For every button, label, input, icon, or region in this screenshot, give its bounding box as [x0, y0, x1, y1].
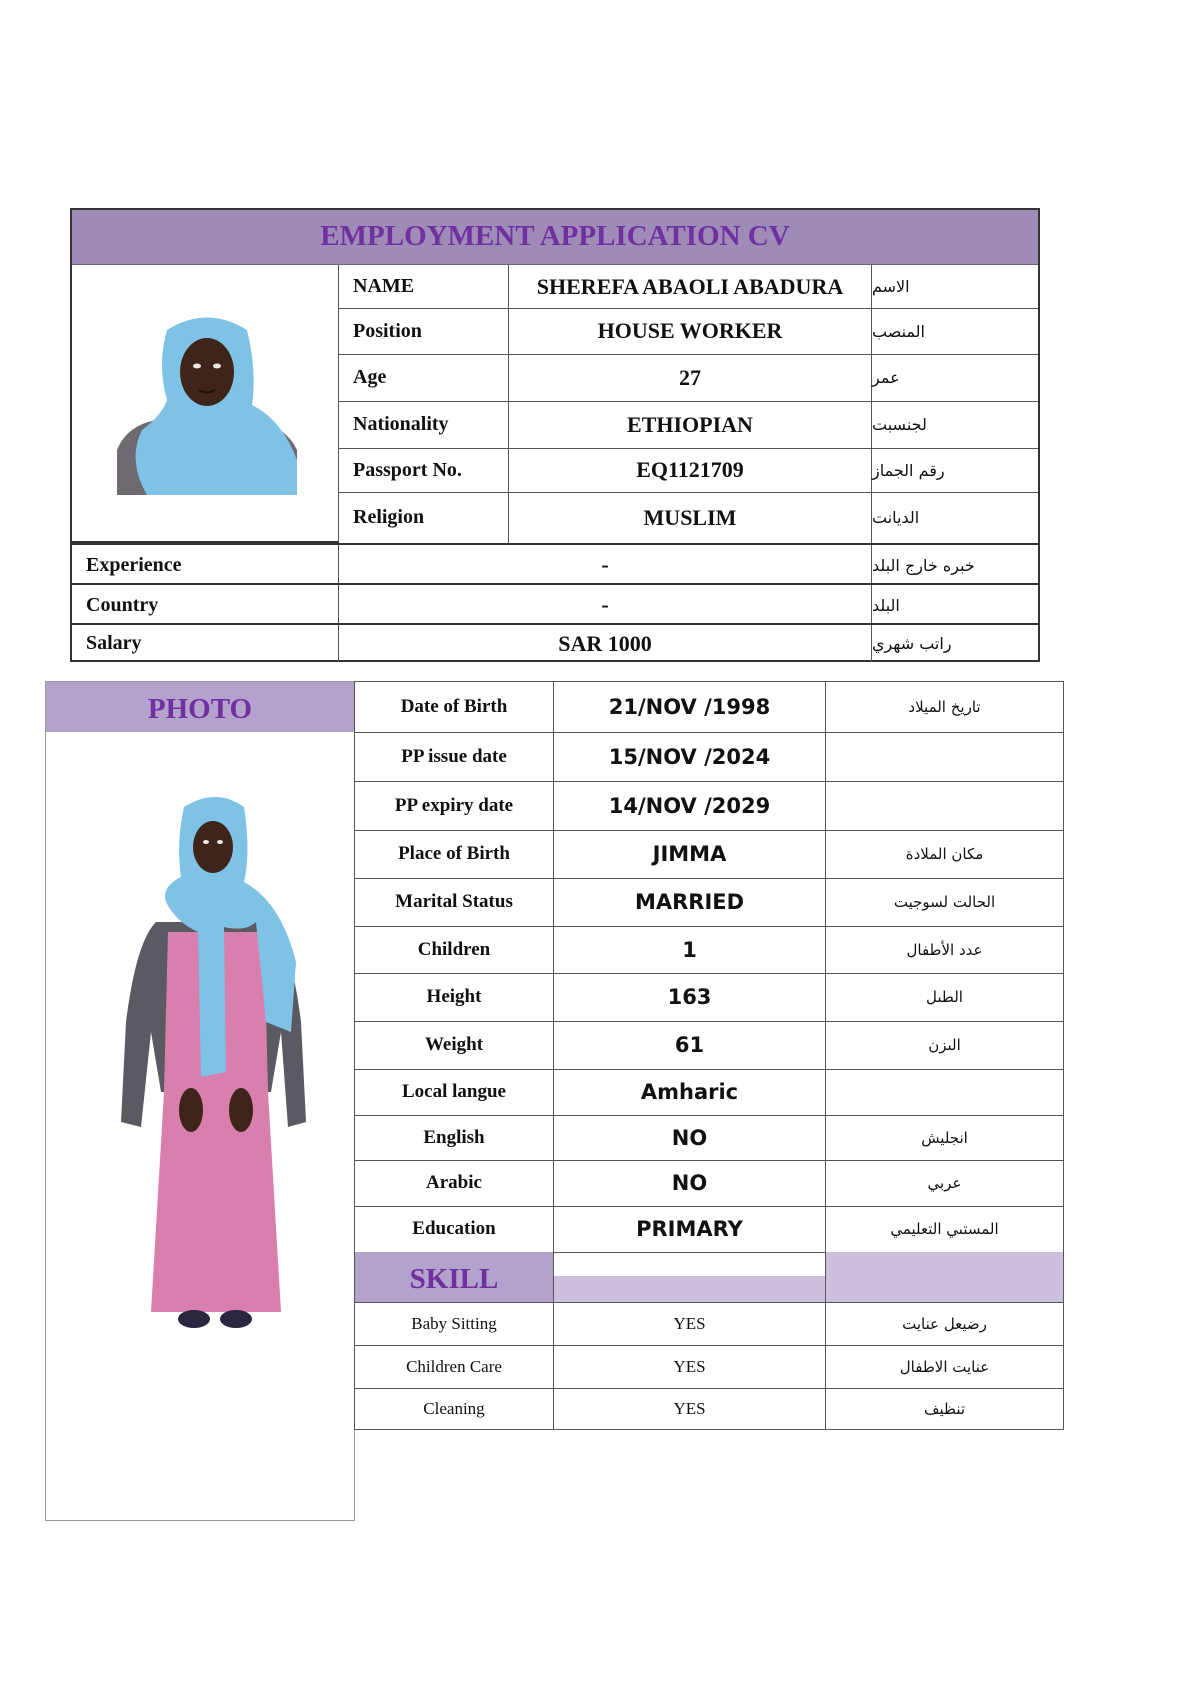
row-height	[355, 973, 1063, 1022]
row-value: 1	[554, 926, 826, 973]
row-arabic-label: الاسم	[872, 277, 910, 296]
row-label: Position	[339, 308, 509, 354]
skill-value: YES	[554, 1302, 826, 1345]
skill-value: YES	[554, 1388, 826, 1429]
row-arabic-label: عمر	[872, 368, 900, 387]
row-label: Local langue	[355, 1069, 554, 1115]
row-children	[355, 926, 1063, 974]
row-value: PRIMARY	[554, 1206, 826, 1252]
row-value: SAR 1000	[339, 625, 872, 662]
row-label: Experience	[72, 545, 339, 585]
full-body-photo	[106, 792, 326, 1352]
row-arabic-label: الىزن	[928, 1036, 961, 1054]
row-label: NAME	[339, 265, 509, 308]
row-passport	[339, 448, 1038, 493]
row-label: Education	[355, 1206, 554, 1252]
row-value: ETHIOPIAN	[509, 401, 872, 448]
full-body-photo-panel	[45, 681, 355, 1521]
row-skill-baby-sitting	[355, 1302, 1063, 1346]
row-arabic-label: مكان الملادة	[905, 845, 984, 863]
details-table	[354, 681, 1064, 1430]
row-value: HOUSE WORKER	[509, 308, 872, 354]
row-label: Arabic	[355, 1160, 554, 1206]
row-value: NO	[554, 1160, 826, 1206]
row-value: -	[339, 545, 872, 585]
row-name	[339, 265, 1038, 309]
row-education	[355, 1206, 1063, 1253]
row-arabic-label: رقم الجماز	[872, 460, 945, 480]
row-country	[72, 583, 1038, 625]
portrait-photo-cell	[72, 265, 339, 543]
skill-label: Cleaning	[355, 1388, 554, 1429]
skill-heading: SKILL	[355, 1252, 554, 1302]
row-value: 21/NOV /1998	[554, 682, 826, 732]
row-value: JIMMA	[554, 830, 826, 878]
row-label: Passport No.	[339, 448, 509, 492]
row-value: SHEREFA ABAOLI ABADURA	[509, 265, 872, 308]
skill-label: Children Care	[355, 1345, 554, 1388]
row-label: Age	[339, 354, 509, 401]
skill-label: Baby Sitting	[355, 1302, 554, 1345]
row-skill-cleaning	[355, 1388, 1063, 1429]
row-value: 15/NOV /2024	[554, 732, 826, 781]
cv-header-table	[70, 208, 1040, 662]
row-arabic-label: الحالت لسوجيت	[893, 893, 996, 911]
photo-heading: PHOTO	[46, 682, 354, 732]
row-label: Weight	[355, 1021, 554, 1069]
skill-arabic-label: رضيعل عنايت	[902, 1314, 987, 1333]
row-label: Salary	[72, 625, 339, 662]
row-pp-issue-date	[355, 732, 1063, 782]
row-position	[339, 308, 1038, 355]
row-arabic-label: عدد الأطفال	[906, 940, 983, 959]
skill-arabic-label: عنايت الاطفال	[899, 1357, 990, 1376]
row-label: Place of Birth	[355, 830, 554, 878]
row-age	[339, 354, 1038, 402]
row-experience	[72, 543, 1038, 585]
skill-header-row	[355, 1252, 1063, 1303]
row-arabic-label	[826, 781, 1063, 830]
row-label: Marital Status	[355, 878, 554, 926]
row-weight	[355, 1021, 1063, 1070]
row-arabic-label: لجنسبت	[872, 415, 927, 434]
skill-header-middle	[554, 1252, 826, 1302]
row-value: MUSLIM	[509, 492, 872, 543]
row-arabic-label: تاريخ الميلاد	[908, 698, 981, 716]
row-value: 14/NOV /2029	[554, 781, 826, 830]
row-value: EQ1121709	[509, 448, 872, 492]
row-arabic-label	[826, 732, 1063, 781]
row-arabic-label: عربي	[927, 1174, 962, 1192]
row-arabic-label: راتب شهري	[872, 634, 952, 653]
row-skill-children-care	[355, 1345, 1063, 1389]
row-date-of-birth	[355, 682, 1063, 733]
row-label: Nationality	[339, 401, 509, 448]
row-label: Date of Birth	[355, 682, 554, 732]
row-label: Religion	[339, 492, 509, 543]
row-label: PP issue date	[355, 732, 554, 781]
skill-arabic-label: تنظيف	[923, 1399, 966, 1418]
row-value: 163	[554, 973, 826, 1021]
skill-value: YES	[554, 1345, 826, 1388]
cv-title: EMPLOYMENT APPLICATION CV	[72, 210, 1038, 265]
row-english	[355, 1115, 1063, 1161]
skill-header-right	[826, 1252, 1063, 1302]
row-label: Country	[72, 585, 339, 625]
row-arabic-label: البلد	[872, 595, 900, 615]
row-value: 61	[554, 1021, 826, 1069]
row-pp-expiry-date	[355, 781, 1063, 831]
row-value: -	[339, 585, 872, 625]
row-value: 27	[509, 354, 872, 401]
row-arabic-label: الديانت	[872, 508, 920, 527]
row-value: NO	[554, 1115, 826, 1160]
row-salary	[72, 623, 1038, 662]
row-arabic-label: المنصب	[872, 321, 925, 341]
row-arabic-label: خبره خارج البلد	[872, 555, 975, 575]
row-value: MARRIED	[554, 878, 826, 926]
row-label: English	[355, 1115, 554, 1160]
row-label: Children	[355, 926, 554, 973]
row-arabic-label: انجليش	[921, 1128, 968, 1147]
row-place-of-birth	[355, 830, 1063, 879]
row-value: Amharic	[554, 1069, 826, 1115]
row-local-language	[355, 1069, 1063, 1116]
row-nationality	[339, 401, 1038, 449]
row-label: Height	[355, 973, 554, 1021]
row-marital-status	[355, 878, 1063, 927]
row-arabic	[355, 1160, 1063, 1207]
row-arabic-label: المستىي التعليمي	[890, 1220, 999, 1238]
portrait-photo	[117, 310, 297, 495]
row-arabic-label	[826, 1069, 1063, 1115]
row-label: PP expiry date	[355, 781, 554, 830]
row-arabic-label: الطىل	[926, 988, 963, 1006]
row-religion	[339, 492, 1038, 543]
